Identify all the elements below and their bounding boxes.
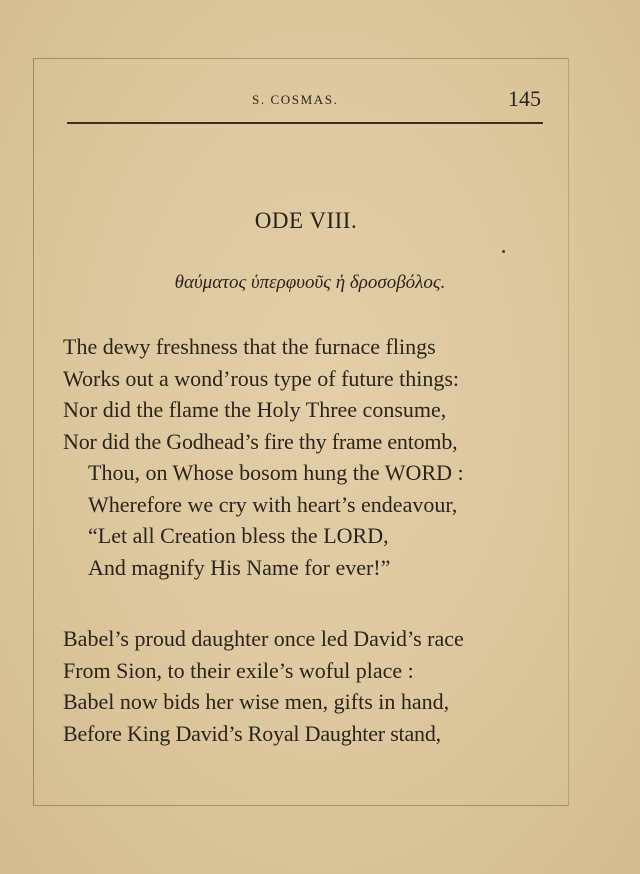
stanza-2 [63,623,563,749]
page-number: 145 [508,86,541,111]
ode-title: ODE VIII. [254,208,358,233]
verse-line: Babel now bids her wise men, gifts in hand, [63,689,450,714]
verse-line: And magnify His Name for ever!” [88,554,391,580]
verse-line: Works out a wond’rous type of future things: [63,365,459,391]
verse-line: Nor did the Godhead’s fire thy frame entomb, [63,428,458,454]
greek-incipit: θαύματος ὑπερφυοῦς ἡ δροσοβόλος. [174,272,446,293]
running-head [0,86,640,116]
verse-line: From Sion, to their exile’s woful place : [63,657,414,683]
verse-line: Thou, on Whose bosom hung the WORD : [88,460,464,485]
paper-speck [502,250,505,253]
stanza-1 [63,331,563,583]
verse-line: The dewy freshness that the furnace flings [63,334,436,359]
header-rule [67,122,543,124]
verse-line: Wherefore we cry with heart’s endeavour, [88,491,458,517]
verse-line: “Let all Creation bless the LORD, [88,523,389,548]
verse-line: Nor did the flame the Holy Three consume, [63,397,447,422]
verse-line: Babel’s proud daughter once led David’s race [63,626,464,651]
verse-line: Before King David’s Royal Daughter stand, [63,720,441,746]
running-title: S. COSMAS. [252,92,339,107]
